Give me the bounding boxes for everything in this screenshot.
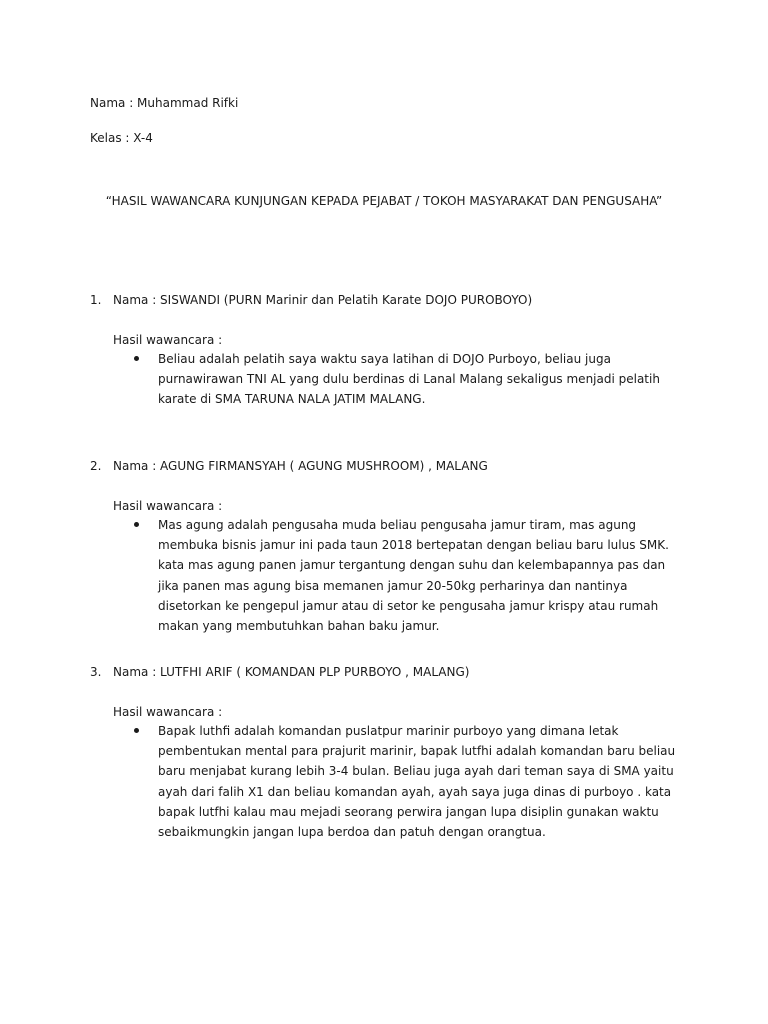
entry-bullet-text: Beliau adalah pelatih saya waktu saya latihan di DOJO Purboyo, beliau juga purnawirawan TNI AL yang dulu berdinas di Lanal Malang sekaligus menjadi pelatih karate di SMA TARUNA NALA JATIM MALANG.	[158, 352, 660, 407]
entry-name: Nama : AGUNG FIRMANSYAH ( AGUNG MUSHROOM) , MALANG	[113, 459, 488, 473]
student-class: Kelas : X-4	[90, 131, 153, 145]
entry-number: 2.	[90, 459, 102, 473]
entry-number: 3.	[90, 665, 102, 679]
entry-bullet-text: Bapak luthfi adalah komandan puslatpur marinir purboyo yang dimana letak pembentukan mental para prajurit marinir, bapak lutfhi adalah komandan baru beliau baru menjabat kurang lebih 3-4 bulan. Beliau juga ayah dari teman saya di SMA yaitu ayah dari falih X1 dan beliau komandan ayah, ayah saya juga dinas di purboyo . kata bapak lutfhi kalau mau mejadi seorang perwira jangan lupa disiplin gunakan waktu sebaikmungkin jangan lupa berdoa dan patuh dengan orangtua.	[158, 724, 676, 840]
bullet-icon	[134, 728, 139, 733]
entry-result-label: Hasil wawancara :	[113, 705, 223, 719]
entry-number: 1.	[90, 293, 102, 307]
entry-name: Nama : LUTFHI ARIF ( KOMANDAN PLP PURBOYO , MALANG)	[113, 665, 470, 679]
entry-result-label: Hasil wawancara :	[113, 333, 223, 347]
bullet-icon	[134, 522, 139, 527]
student-name: Nama : Muhammad Rifki	[90, 96, 239, 110]
entry-result-label: Hasil wawancara :	[113, 499, 223, 513]
document-title: “HASIL WAWANCARA KUNJUNGAN KEPADA PEJABAT / TOKOH MASYARAKAT DAN PENGUSAHA”	[105, 194, 663, 208]
entry-bullet-text: Mas agung adalah pengusaha muda beliau pengusaha jamur tiram, mas agung membuka bisnis jamur ini pada taun 2018 bertepatan dengan beliau baru lulus SMK. kata mas agung panen jamur tergantung dengan suhu dan kelembapannya pas dan jika panen mas agung bisa memanen jamur 20-50kg perharinya dan nantinya disetorkan ke pengepul jamur atau di setor ke pengusaha jamur krispy atau rumah makan yang membutuhkan bahan baku jamur.	[158, 518, 669, 634]
entry-name: Nama : SISWANDI (PURN Marinir dan Pelatih Karate DOJO PUROBOYO)	[113, 293, 533, 307]
bullet-icon	[134, 356, 139, 361]
